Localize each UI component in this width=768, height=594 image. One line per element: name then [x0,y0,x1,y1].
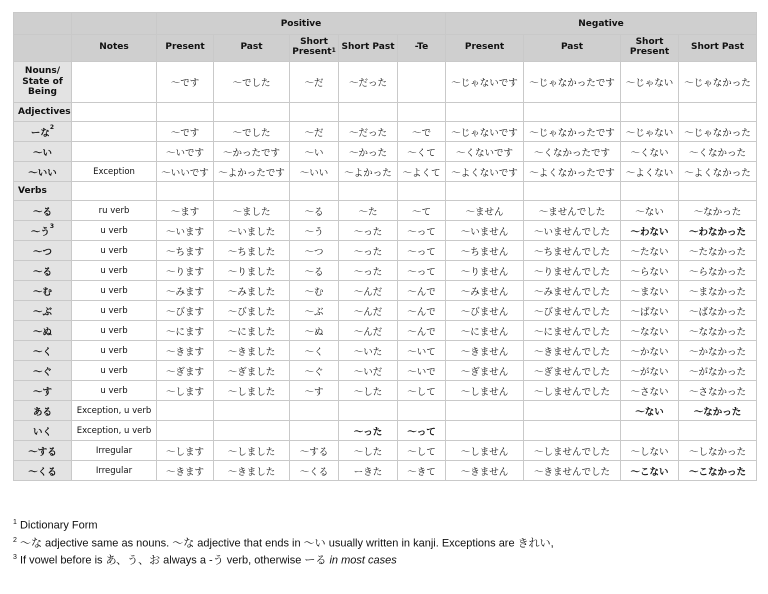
cell-pos-present: ～です [157,122,214,142]
row-notes: u verb [72,321,157,341]
section-blank [214,103,290,122]
cell-neg-past: ～よくなかったです [524,162,621,182]
cell-neg-past: ～きませんでした [524,461,621,481]
row-verb [14,441,757,461]
row-label [14,241,72,261]
cell-pos-te: ～いて [398,341,446,361]
cell-neg-short-past: ～わなかった [679,221,757,241]
cell-pos-te: ～して [398,441,446,461]
cell-pos-te: ～んで [398,281,446,301]
cell-neg-short-past: ～らなかった [679,261,757,281]
row-adjective [14,142,757,162]
cell-neg-past [524,401,621,421]
conjugation-table [13,12,757,481]
cell-neg-present: ～にません [446,321,524,341]
section-blank [446,103,524,122]
cell-neg-short-past: ～じゃなかった [679,122,757,142]
cell-pos-te: ～って [398,241,446,261]
row-verb [14,461,757,481]
footnote-italic: in most cases [329,554,397,567]
cell-pos-present [157,401,214,421]
cell-pos-short-present: ～い [290,142,339,162]
cell-neg-short-past: ～かなかった [679,341,757,361]
row-label-nouns: Nouns/ State of Being [14,62,72,103]
cell-pos-short-past: ～した [339,441,398,461]
cell-neg-past: ～ぎませんでした [524,361,621,381]
header-notes: Notes [72,35,157,62]
row-label-text: ーな [30,127,50,139]
cell-pos-present: ～です [157,62,214,103]
cell-pos-short-past [339,401,398,421]
row-label [14,301,72,321]
cell-pos-te: ～で [398,122,446,142]
row-label [14,261,72,281]
row-label-text: ～う [30,226,50,238]
cell-neg-short-past: ～さなかった [679,381,757,401]
cell-pos-te: ～んで [398,301,446,321]
cell-pos-short-past: ～った [339,241,398,261]
cell-neg-present: ～ぎません [446,361,524,381]
cell-pos-short-past: ～た [339,201,398,221]
cell-neg-short-past: ～まなかった [679,281,757,301]
cell-neg-short-present: ～ばない [621,301,679,321]
section-verbs [14,182,757,201]
cell-neg-short-present: ～まない [621,281,679,301]
cell-neg-past: ～ませんでした [524,201,621,221]
cell-neg-present: ～ちません [446,241,524,261]
row-label-text: ～い [32,147,52,159]
section-blank [339,182,398,201]
header-pos-present: Present [157,35,214,62]
cell-neg-past: ～みませんでした [524,281,621,301]
row-notes: Exception, u verb [72,401,157,421]
row-label-text: ある [32,406,52,418]
cell-pos-short-past: ～んだ [339,301,398,321]
row-label-text: ～くる [28,466,57,478]
cell-pos-present: ～いいです [157,162,214,182]
cell-pos-short-present: ～む [290,281,339,301]
row-verb [14,221,757,241]
cell-pos-past: ～きました [214,461,290,481]
cell-pos-short-present: ～ぐ [290,361,339,381]
header-column-row [14,35,757,62]
cell-pos-past: ～よかったです [214,162,290,182]
cell-pos-short-past: ～よかった [339,162,398,182]
cell-neg-present: ～びません [446,301,524,321]
cell-pos-present: ～きます [157,461,214,481]
cell-neg-short-present: ～よくない [621,162,679,182]
cell-neg-present: ～きません [446,461,524,481]
section-blank [157,103,214,122]
footnote-text: Dictionary Form [19,519,98,532]
cell-pos-present: ～します [157,441,214,461]
cell-pos-present: ～ぎます [157,361,214,381]
row-verb [14,381,757,401]
section-label-verbs: Verbs [14,182,72,201]
cell-pos-short-present: ～する [290,441,339,461]
cell-pos-past: ～しました [214,381,290,401]
cell-neg-past: ～しませんでした [524,441,621,461]
footnote-ref: 3 [49,222,55,230]
footnote-3 [13,554,554,568]
cell-neg-short-past: ～たなかった [679,241,757,261]
cell-pos-present: ～います [157,221,214,241]
section-blank [157,182,214,201]
row-notes [72,62,157,103]
cell-pos-present [157,421,214,441]
section-blank [72,182,157,201]
cell-neg-past: ～ちませんでした [524,241,621,261]
cell-pos-present: ～します [157,381,214,401]
cell-neg-present: ～しません [446,381,524,401]
section-blank [290,103,339,122]
cell-neg-present: ～しません [446,441,524,461]
cell-pos-te [398,62,446,103]
cell-pos-te: ～して [398,381,446,401]
section-blank [524,103,621,122]
row-label-text: ～す [32,386,52,398]
row-notes: ru verb [72,201,157,221]
cell-neg-present: ～いません [446,221,524,241]
footnote-ref: 2 [49,123,55,131]
row-notes: Exception [72,162,157,182]
footnote-mark: 3 [13,554,17,562]
cell-pos-past: ～かったです [214,142,290,162]
cell-neg-short-present: ～しない [621,441,679,461]
cell-pos-present: ～ちます [157,241,214,261]
footnote-text: ～な adjective same as nouns. ～な adjective that ends in ～い usually written in kanji. Exceptions are きれい, [19,537,554,550]
row-notes [72,142,157,162]
section-blank [72,103,157,122]
cell-neg-short-present: ～わない [621,221,679,241]
cell-neg-past [524,421,621,441]
row-label [14,122,72,142]
row-verb [14,201,757,221]
cell-pos-past: ～いました [214,221,290,241]
section-blank [339,103,398,122]
cell-pos-te: ～きて [398,461,446,481]
section-blank [446,182,524,201]
row-verb [14,341,757,361]
cell-pos-present: ～ります [157,261,214,281]
section-blank [398,182,446,201]
section-blank [214,182,290,201]
cell-neg-present [446,401,524,421]
cell-neg-short-past [679,421,757,441]
cell-pos-short-past: ～った [339,261,398,281]
cell-pos-short-present: ～ぶ [290,301,339,321]
row-label-text: ～いい [28,167,57,179]
cell-pos-present: ～いです [157,142,214,162]
row-label [14,321,72,341]
header-neg-short-present: Short Present [621,35,679,62]
cell-neg-past: ～りませんでした [524,261,621,281]
row-label [14,381,72,401]
cell-neg-past: ～しませんでした [524,381,621,401]
row-label-text: ～ぬ [32,326,52,338]
cell-pos-short-present: ～す [290,381,339,401]
cell-pos-te: ～んで [398,321,446,341]
row-label [14,441,72,461]
cell-pos-past: ～りました [214,261,290,281]
cell-pos-present: ～みます [157,281,214,301]
section-blank [524,182,621,201]
row-notes: u verb [72,301,157,321]
row-notes: u verb [72,341,157,361]
row-notes: u verb [72,221,157,241]
header-positive: Positive [157,13,446,35]
cell-pos-short-present: ～う [290,221,339,241]
cell-pos-past: ～びました [214,301,290,321]
cell-neg-past: ～くなかったです [524,142,621,162]
header-pos-te: -Te [398,35,446,62]
cell-neg-short-past: ～ばなかった [679,301,757,321]
cell-neg-short-past: ～なかった [679,201,757,221]
cell-neg-past: ～にませんでした [524,321,621,341]
cell-pos-short-past: ～いだ [339,361,398,381]
row-label-text: いく [32,426,52,438]
section-blank [290,182,339,201]
cell-pos-te: ～って [398,421,446,441]
row-notes [72,122,157,142]
cell-neg-short-present: ～くない [621,142,679,162]
cell-pos-short-past: ～かった [339,142,398,162]
cell-pos-short-past: ～いた [339,341,398,361]
cell-pos-te: ～って [398,261,446,281]
cell-neg-past: ～びませんでした [524,301,621,321]
cell-pos-short-past: ～だった [339,122,398,142]
cell-pos-short-present [290,401,339,421]
row-verb [14,361,757,381]
cell-neg-short-past: ～よくなかった [679,162,757,182]
row-verb [14,241,757,261]
cell-pos-short-present: ～る [290,261,339,281]
row-label-text: ～つ [32,246,52,258]
cell-pos-past: ～ぎました [214,361,290,381]
row-verb [14,421,757,441]
cell-neg-short-past: ～なかった [679,401,757,421]
cell-pos-short-past: ～った [339,221,398,241]
cell-neg-present: ～よくないです [446,162,524,182]
cell-pos-short-past: ～んだ [339,321,398,341]
row-label-text: ～く [32,346,52,358]
row-label [14,281,72,301]
section-blank [621,182,679,201]
cell-neg-present: ～ません [446,201,524,221]
cell-neg-present [446,421,524,441]
cell-pos-te [398,401,446,421]
row-label-text: ～ぶ [32,306,52,318]
header-pos-short-present-label: Short Present [292,37,332,57]
row-label [14,421,72,441]
cell-neg-past: ～じゃなかったです [524,62,621,103]
row-notes: u verb [72,281,157,301]
row-notes: u verb [72,241,157,261]
cell-pos-past: ～にました [214,321,290,341]
cell-neg-present: ～じゃないです [446,62,524,103]
row-label-text: ～する [28,446,57,458]
cell-pos-past: ～でした [214,122,290,142]
row-label-text: ～む [32,286,52,298]
cell-pos-short-past: ～んだ [339,281,398,301]
cell-pos-short-past: ～だった [339,62,398,103]
cell-neg-short-past: ～がなかった [679,361,757,381]
section-blank [679,103,757,122]
row-label [14,341,72,361]
cell-neg-short-present: ～さない [621,381,679,401]
cell-neg-short-present: ～ない [621,201,679,221]
cell-neg-past: ～きませんでした [524,341,621,361]
cell-pos-past: ～ちました [214,241,290,261]
cell-pos-present: ～にます [157,321,214,341]
cell-pos-te: ～って [398,221,446,241]
cell-pos-short-past: ーきた [339,461,398,481]
row-verb [14,401,757,421]
cell-pos-present: ～ます [157,201,214,221]
header-neg-present: Present [446,35,524,62]
cell-pos-past [214,401,290,421]
cell-neg-present: ～りません [446,261,524,281]
header-pos-short-past: Short Past [339,35,398,62]
cell-pos-short-past: ～した [339,381,398,401]
header-neg-short-past: Short Past [679,35,757,62]
header-pos-past: Past [214,35,290,62]
row-label-text: ～る [32,206,52,218]
row-notes: u verb [72,381,157,401]
cell-pos-short-present: ～だ [290,122,339,142]
header-corner [14,13,72,35]
header-negative: Negative [446,13,757,35]
row-notes: Exception, u verb [72,421,157,441]
cell-neg-short-present: ～がない [621,361,679,381]
row-label-text: ～る [32,266,52,278]
cell-neg-short-present: ～じゃない [621,62,679,103]
cell-neg-short-present [621,421,679,441]
cell-neg-short-past: ～しなかった [679,441,757,461]
cell-neg-short-past: ～こなかった [679,461,757,481]
cell-pos-short-past: ～った [339,421,398,441]
row-label [14,401,72,421]
row-verb [14,301,757,321]
cell-pos-past: ～ました [214,201,290,221]
row-nouns [14,62,757,103]
header-neg-past: Past [524,35,621,62]
cell-pos-past: ～しました [214,441,290,461]
cell-neg-short-present: ～こない [621,461,679,481]
row-label-text: ～ぐ [32,366,52,378]
cell-neg-short-present: ～たない [621,241,679,261]
cell-pos-te: ～いで [398,361,446,381]
row-label [14,201,72,221]
cell-pos-te: ～よくて [398,162,446,182]
header-group-row [14,13,757,35]
cell-pos-past: ～でした [214,62,290,103]
section-adjectives [14,103,757,122]
section-blank [621,103,679,122]
cell-neg-short-past: ～ななかった [679,321,757,341]
cell-neg-short-present: ～らない [621,261,679,281]
cell-neg-past: ～いませんでした [524,221,621,241]
cell-pos-te: ～くて [398,142,446,162]
cell-neg-short-present: ～じゃない [621,122,679,142]
section-label-adjectives: Adjectives [14,103,72,122]
cell-neg-short-past: ～じゃなかった [679,62,757,103]
cell-neg-present: ～じゃないです [446,122,524,142]
section-blank [679,182,757,201]
cell-neg-present: ～みません [446,281,524,301]
footnote-mark: 1 [13,519,17,526]
cell-pos-short-present: ～く [290,341,339,361]
cell-pos-past: ～みました [214,281,290,301]
row-label [14,162,72,182]
row-notes: Irregular [72,461,157,481]
cell-pos-short-present: ～だ [290,62,339,103]
cell-pos-past: ～きました [214,341,290,361]
row-verb [14,321,757,341]
section-blank [398,103,446,122]
cell-pos-short-present: ～くる [290,461,339,481]
row-label [14,142,72,162]
cell-neg-present: ～きません [446,341,524,361]
cell-pos-short-present: ～ぬ [290,321,339,341]
cell-pos-present: ～きます [157,341,214,361]
cell-pos-short-present: ～いい [290,162,339,182]
cell-neg-short-present: ～なない [621,321,679,341]
row-verb [14,281,757,301]
header-corner-notes [72,13,157,35]
cell-neg-short-present: ～かない [621,341,679,361]
cell-pos-short-present: ～る [290,201,339,221]
cell-pos-short-present: ～つ [290,241,339,261]
row-verb [14,261,757,281]
row-label [14,461,72,481]
row-adjective [14,122,757,142]
cell-neg-short-present: ～ない [621,401,679,421]
cell-neg-short-past: ～くなかった [679,142,757,162]
footnote-text: If vowel before is あ、う、お always a -う verb, otherwise ーる [19,554,327,567]
row-notes: u verb [72,261,157,281]
row-notes: Irregular [72,441,157,461]
row-notes: u verb [72,361,157,381]
header-pos-short-present [290,35,339,62]
footnotes [13,519,554,572]
footnote-ref-1: 1 [331,47,336,54]
row-label [14,221,72,241]
footnote-mark: 2 [13,536,17,544]
cell-pos-short-present [290,421,339,441]
row-adjective [14,162,757,182]
cell-pos-past [214,421,290,441]
header-label-blank [14,35,72,62]
footnote-1 [13,519,554,533]
cell-pos-te: ～て [398,201,446,221]
cell-neg-past: ～じゃなかったです [524,122,621,142]
row-label [14,361,72,381]
cell-neg-present: ～くないです [446,142,524,162]
footnote-2 [13,537,554,551]
cell-pos-present: ～びます [157,301,214,321]
